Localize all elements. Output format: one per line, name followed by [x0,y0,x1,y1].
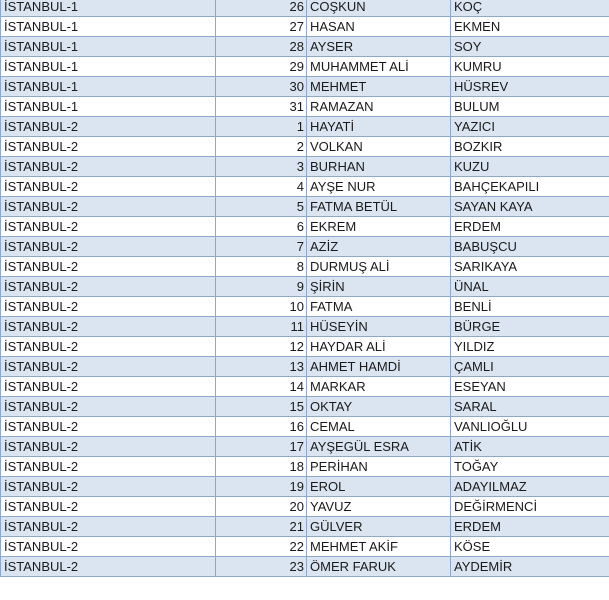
table-row [1,277,609,297]
city-cell[interactable]: İSTANBUL-2 [1,557,216,577]
table-row [1,297,609,317]
city-cell[interactable]: İSTANBUL-2 [1,397,216,417]
table-row [1,517,609,537]
surname-cell[interactable]: BÜRGE [451,317,609,337]
table-row [1,497,609,517]
city-cell[interactable]: İSTANBUL-2 [1,537,216,557]
number-cell[interactable]: 10 [216,297,307,317]
name-cell[interactable]: HÜSEYİN [307,317,451,337]
name-cell[interactable]: AHMET HAMDİ [307,357,451,377]
name-cell[interactable]: FATMA BETÜL [307,197,451,217]
number-cell[interactable]: 28 [216,37,307,57]
name-cell[interactable]: EKREM [307,217,451,237]
city-cell[interactable]: İSTANBUL-2 [1,257,216,277]
city-cell[interactable]: İSTANBUL-2 [1,177,216,197]
table-row [1,237,609,257]
table-row [1,337,609,357]
table-row [1,0,609,17]
surname-cell[interactable]: SARIKAYA [451,257,609,277]
number-cell[interactable]: 18 [216,457,307,477]
city-cell[interactable]: İSTANBUL-2 [1,117,216,137]
surname-cell[interactable]: BENLİ [451,297,609,317]
number-cell[interactable]: 11 [216,317,307,337]
table-row [1,457,609,477]
name-cell[interactable]: MUHAMMET ALİ [307,57,451,77]
city-cell[interactable]: İSTANBUL-1 [1,37,216,57]
table-row [1,117,609,137]
number-cell[interactable]: 4 [216,177,307,197]
city-cell[interactable]: İSTANBUL-2 [1,217,216,237]
surname-cell[interactable]: ÇAMLI [451,357,609,377]
number-cell[interactable]: 30 [216,77,307,97]
name-cell[interactable]: GÜLVER [307,517,451,537]
number-cell[interactable]: 5 [216,197,307,217]
number-cell[interactable]: 26 [216,0,307,17]
table-row [1,557,609,577]
name-cell[interactable]: MEHMET AKİF [307,537,451,557]
city-cell[interactable]: İSTANBUL-2 [1,237,216,257]
city-cell[interactable]: İSTANBUL-2 [1,457,216,477]
surname-cell[interactable]: ÜNAL [451,277,609,297]
table-row [1,537,609,557]
surname-cell[interactable]: AYDEMİR [451,557,609,577]
number-cell[interactable]: 8 [216,257,307,277]
name-cell[interactable]: HASAN [307,17,451,37]
number-cell[interactable]: 9 [216,277,307,297]
number-cell[interactable]: 21 [216,517,307,537]
number-cell[interactable]: 13 [216,357,307,377]
table-body [1,0,609,577]
city-cell[interactable]: İSTANBUL-1 [1,97,216,117]
surname-cell[interactable]: VANLIOĞLU [451,417,609,437]
surname-cell[interactable]: BABUŞCU [451,237,609,257]
city-cell[interactable]: İSTANBUL-2 [1,357,216,377]
name-cell[interactable]: AZİZ [307,237,451,257]
surname-cell[interactable]: ERDEM [451,217,609,237]
city-cell[interactable]: İSTANBUL-2 [1,477,216,497]
table-row [1,197,609,217]
number-cell[interactable]: 12 [216,337,307,357]
table-row [1,377,609,397]
number-cell[interactable]: 20 [216,497,307,517]
city-cell[interactable]: İSTANBUL-2 [1,337,216,357]
city-cell[interactable]: İSTANBUL-1 [1,77,216,97]
number-cell[interactable]: 27 [216,17,307,37]
city-cell[interactable]: İSTANBUL-2 [1,377,216,397]
number-cell[interactable]: 3 [216,157,307,177]
number-cell[interactable]: 17 [216,437,307,457]
name-cell[interactable]: DURMUŞ ALİ [307,257,451,277]
city-cell[interactable]: İSTANBUL-2 [1,297,216,317]
table-row [1,217,609,237]
surname-cell[interactable]: KÖSE [451,537,609,557]
city-cell[interactable]: İSTANBUL-2 [1,317,216,337]
surname-cell[interactable]: ATİK [451,437,609,457]
name-cell[interactable]: ŞİRİN [307,277,451,297]
table-row [1,157,609,177]
surname-cell[interactable]: SAYAN KAYA [451,197,609,217]
number-cell[interactable]: 1 [216,117,307,137]
city-cell[interactable]: İSTANBUL-2 [1,497,216,517]
name-cell[interactable]: BURHAN [307,157,451,177]
surname-cell[interactable]: ESEYAN [451,377,609,397]
table-row [1,77,609,97]
name-cell[interactable]: FATMA [307,297,451,317]
city-cell[interactable]: İSTANBUL-2 [1,277,216,297]
surname-cell[interactable]: HÜSREV [451,77,609,97]
name-cell[interactable]: EROL [307,477,451,497]
city-cell[interactable]: İSTANBUL-2 [1,417,216,437]
surname-cell[interactable]: BAHÇEKAPILI [451,177,609,197]
name-cell[interactable]: RAMAZAN [307,97,451,117]
surname-cell[interactable]: KUMRU [451,57,609,77]
table-row [1,317,609,337]
name-cell[interactable]: YAVUZ [307,497,451,517]
surname-cell[interactable]: BOZKIR [451,137,609,157]
table-row [1,97,609,117]
name-cell[interactable]: VOLKAN [307,137,451,157]
number-cell[interactable]: 22 [216,537,307,557]
table-row [1,417,609,437]
name-cell[interactable]: COŞKUN [307,0,451,17]
name-cell[interactable]: MARKAR [307,377,451,397]
number-cell[interactable]: 6 [216,217,307,237]
surname-cell[interactable]: TOĞAY [451,457,609,477]
name-cell[interactable]: OKTAY [307,397,451,417]
name-cell[interactable]: HAYDAR ALİ [307,337,451,357]
surname-cell[interactable]: DEĞİRMENCİ [451,497,609,517]
number-cell[interactable]: 16 [216,417,307,437]
city-cell[interactable]: İSTANBUL-2 [1,197,216,217]
table-row [1,357,609,377]
surname-cell[interactable]: ADAYILMAZ [451,477,609,497]
table-row [1,257,609,277]
table-row [1,137,609,157]
number-cell[interactable]: 2 [216,137,307,157]
name-cell[interactable]: CEMAL [307,417,451,437]
name-cell[interactable]: AYŞE NUR [307,177,451,197]
name-cell[interactable]: AYSER [307,37,451,57]
table-row [1,37,609,57]
number-cell[interactable]: 19 [216,477,307,497]
city-cell[interactable]: İSTANBUL-2 [1,157,216,177]
surname-cell[interactable]: SARAL [451,397,609,417]
table-row [1,177,609,197]
city-cell[interactable]: İSTANBUL-2 [1,517,216,537]
number-cell[interactable]: 15 [216,397,307,417]
table-row [1,437,609,457]
number-cell[interactable]: 7 [216,237,307,257]
surname-cell[interactable]: SOY [451,37,609,57]
surname-cell[interactable]: ERDEM [451,517,609,537]
number-cell[interactable]: 14 [216,377,307,397]
surname-cell[interactable]: KOÇ [451,0,609,17]
city-cell[interactable]: İSTANBUL-1 [1,17,216,37]
surname-cell[interactable]: YILDIZ [451,337,609,357]
city-cell[interactable]: İSTANBUL-2 [1,137,216,157]
table-row [1,57,609,77]
name-cell[interactable]: MEHMET [307,77,451,97]
surname-cell[interactable]: KUZU [451,157,609,177]
number-cell[interactable]: 31 [216,97,307,117]
number-cell[interactable]: 23 [216,557,307,577]
table-row [1,397,609,417]
table-row [1,477,609,497]
surname-cell[interactable]: EKMEN [451,17,609,37]
number-cell[interactable]: 29 [216,57,307,77]
city-cell[interactable]: İSTANBUL-1 [1,57,216,77]
city-cell[interactable]: İSTANBUL-2 [1,437,216,457]
name-cell[interactable]: PERİHAN [307,457,451,477]
surname-cell[interactable]: YAZICI [451,117,609,137]
surname-cell[interactable]: BULUM [451,97,609,117]
name-cell[interactable]: AYŞEGÜL ESRA [307,437,451,457]
name-cell[interactable]: HAYATİ [307,117,451,137]
city-cell[interactable]: İSTANBUL-1 [1,0,216,17]
name-cell[interactable]: ÖMER FARUK [307,557,451,577]
table-row [1,17,609,37]
